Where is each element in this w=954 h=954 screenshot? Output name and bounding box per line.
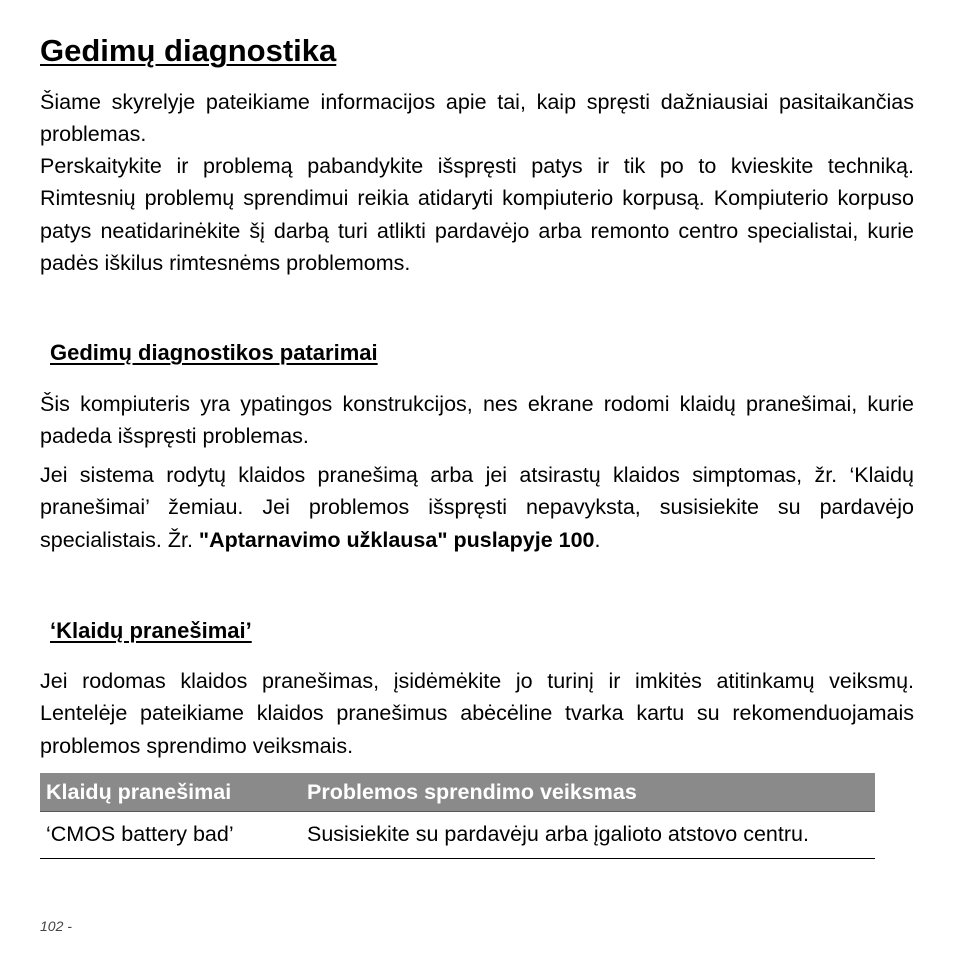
tips-paragraph-2 <box>40 459 914 556</box>
table-header-solution: Problemos sprendimo veiksmas <box>307 779 637 804</box>
section-heading-tips: Gedimų diagnostikos patarimai <box>50 340 378 365</box>
tips-paragraph-1: Šis kompiuteris yra ypatingos konstrukcijos, nes ekrane rodomi klaidų pranešimai, kurie padeda išspręsti problemas. <box>40 392 914 449</box>
intro-paragraph-1: Šiame skyrelyje pateikiame informacijos apie tai, kaip spręsti dažniausiai pasitaikančias problemas. <box>40 90 914 147</box>
page-title: Gedimų diagnostika <box>40 33 337 68</box>
error-messages-table <box>40 773 875 859</box>
page-number: 102 - <box>40 918 72 934</box>
tips-paragraph-2-text: Jei sistema rodytų klaidos pranešimą arba jei atsirastų klaidos simptomas, žr. ‘Klaidų pranešimai’ žemiau. Jei problemos išspręsti nepavyksta, susisiekite su pardavėjo specialistais. Žr. <box>40 463 914 552</box>
table-header <box>40 773 875 812</box>
errors-paragraph-1: Jei rodomas klaidos pranešimas, įsidėmėkite jo turinį ir imkitės atitinkamų veiksmų. Lentelėje pateikiame klaidos pranešimus abėcėline tvarka kartu su rekomenduojamais problemos sprendimo veiksmais. <box>40 669 914 758</box>
table-header-error-messages: Klaidų pranešimai <box>46 779 232 804</box>
tips-paragraph-2-end: . <box>594 527 601 552</box>
intro-paragraph-2: Perskaitykite ir problemą pabandykite išspręsti patys ir tik po to kvieskite techniką. Rimtesnių problemų sprendimui reikia atidaryti kompiuterio korpusą. Kompiuterio korpuso patys neatidarinėkite šį darbą turi atlikti pardavėjo arba remonto centro specialistai, kurie padės iškilus rimtesnėms problemoms. <box>40 154 914 276</box>
section-heading-error-messages: ‘Klaidų pranešimai’ <box>50 618 252 643</box>
service-request-link[interactable]: "Aptarnavimo užklausa" puslapyje 100 <box>198 527 595 552</box>
table-row <box>40 812 875 859</box>
table-cell-solution: Susisiekite su pardavėju arba įgalioto atstovo centru. <box>307 822 809 846</box>
table-cell-error: ‘CMOS battery bad’ <box>46 822 234 846</box>
